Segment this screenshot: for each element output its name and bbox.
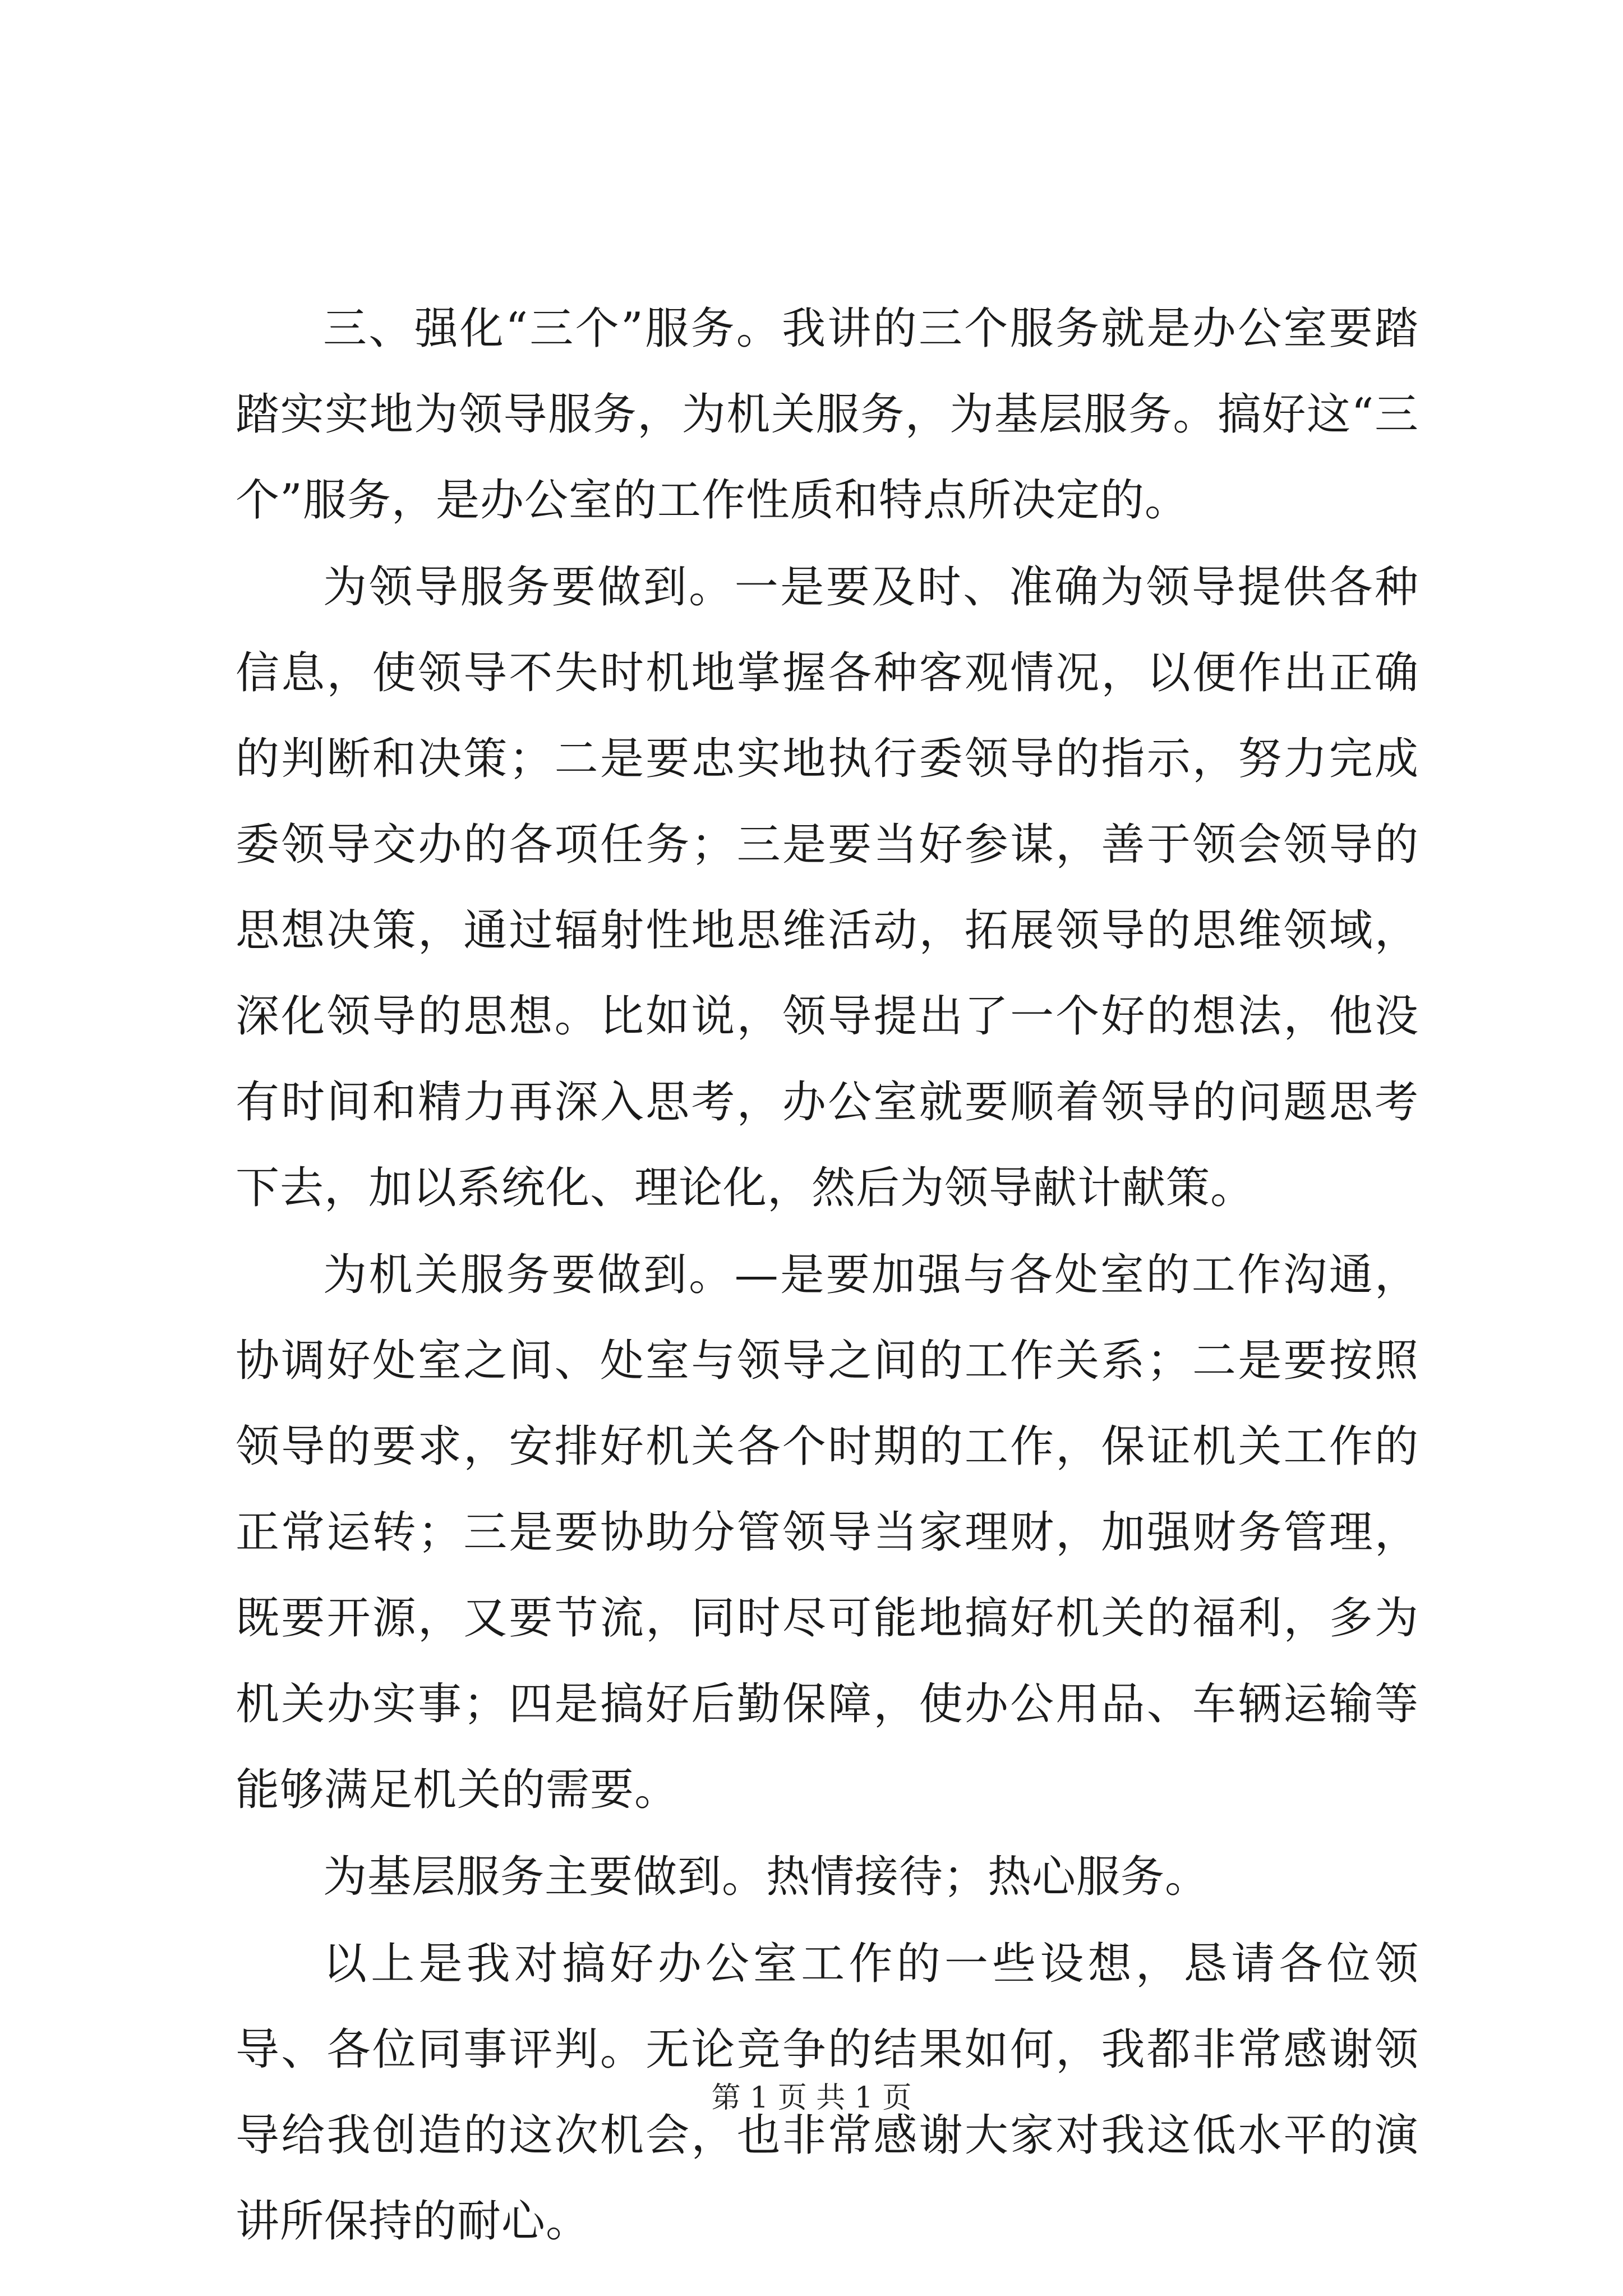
document-body	[236, 286, 1419, 2266]
paragraph-serve-leaders: 为领导服务要做到。一是要及时、准确为领导提供各种信息，使领导不失时机地掌握各种客观情况，以便作出正确的判断和决策；二是要忠实地执行委领导的指示，努力完成委领导交办的各项任务；三是要当好参谋，善于领会领导的思想决策，通过辐射性地思维活动，拓展领导的思维领域，深化领导的思想。比如说，领导提出了一个好的想法，他没有时间和精力再深入思考，办公室就要顺着领导的问题思考下去，加以系统化、理论化，然后为领导献计献策。	[236, 562, 1419, 1213]
page-footer: 第 1 页 共 1 页	[711, 2081, 912, 2115]
paragraph-serve-grassroots: 为基层服务主要做到。热情接待；热心服务。	[323, 1852, 1210, 1902]
paragraph-closing: 以上是我对搞好办公室工作的一些设想，恳请各位领导、各位同事评判。无论竞争的结果如何，我都非常感谢领导给我创造的这次机会，也非常感谢大家对我这低水平的演讲所保持的耐心。	[236, 1939, 1419, 2247]
paragraph-serve-organs: 为机关服务要做到。—是要加强与各处室的工作沟通，协调好处室之间、处室与领导之间的工作关系；二是要按照领导的要求，安排好机关各个时期的工作，保证机关工作的正常运转；三是要协助分管领导当家理财，加强财务管理，既要开源，又要节流，同时尽可能地搞好机关的福利，多为机关办实事；四是搞好后勤保障，使办公用品、车辆运输等能够满足机关的需要。	[236, 1250, 1419, 1815]
paragraph-three-services: 三、强化“三个”服务。我讲的三个服务就是办公室要踏踏实实地为领导服务，为机关服务，为基层服务。搞好这“三个”服务，是办公室的工作性质和特点所决定的。	[236, 303, 1419, 526]
